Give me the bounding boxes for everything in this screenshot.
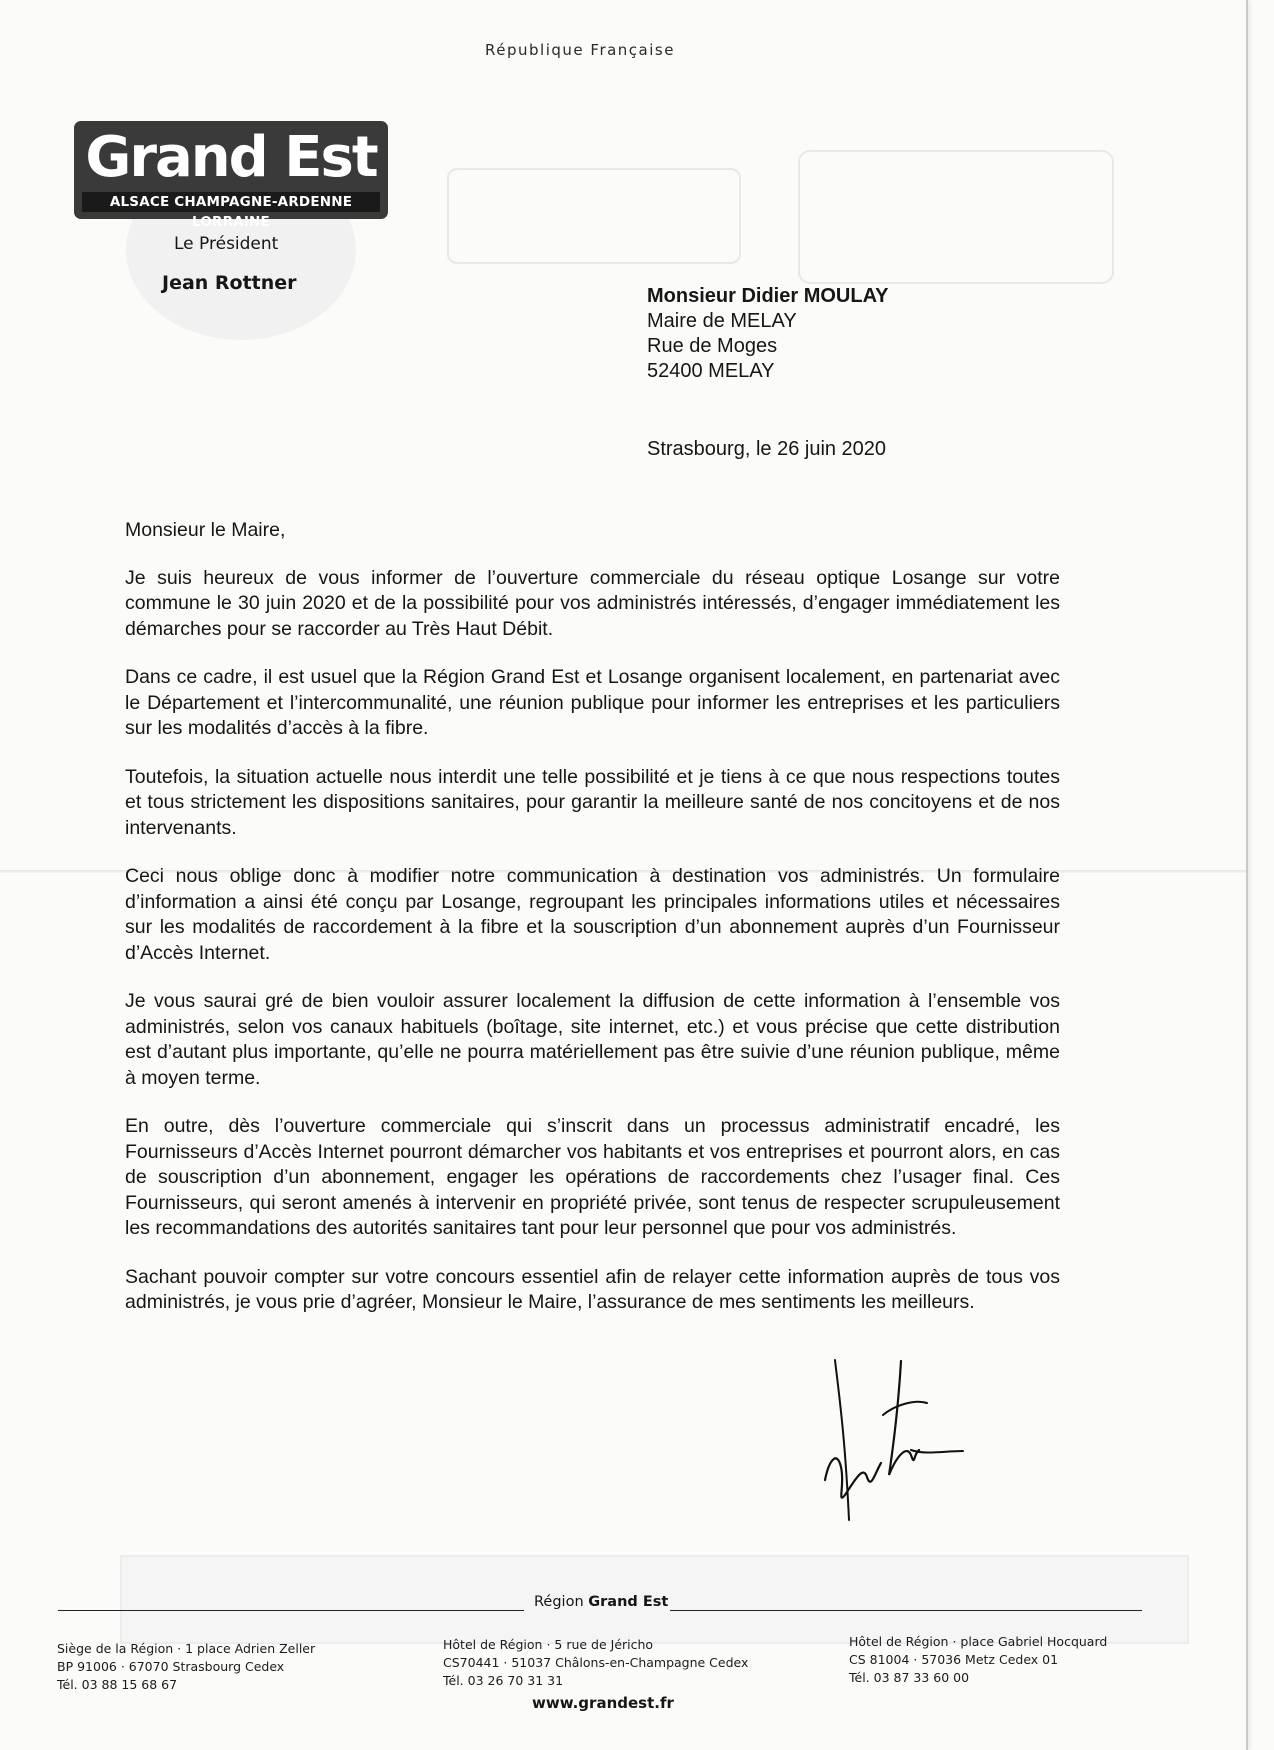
- address-line: Siège de la Région · 1 place Adrien Zeller: [57, 1641, 316, 1656]
- letter-paragraph: Toutefois, la situation actuelle nous interdit une telle possibilité et je tiens à ce que nous respections toutes et tous strictement les dispositions sanitaires, pour garantir la meilleure santé de nos concitoyens et de nos intervenants.: [125, 765, 1060, 839]
- verso-show-through-logo: [798, 150, 1114, 284]
- recipient-address-block: [647, 284, 889, 384]
- salutation: Monsieur le Maire,: [125, 519, 286, 541]
- recipient-city: 52400 MELAY: [647, 360, 775, 382]
- recipient-title: Maire de MELAY: [647, 310, 797, 332]
- republique-francaise-header: République Française: [485, 41, 675, 59]
- footer-rule: [670, 1610, 1142, 1611]
- footer-org-name: Grand Est: [588, 1594, 669, 1610]
- address-phone: Tél. 03 88 15 68 67: [57, 1677, 178, 1692]
- place-and-date: Strasbourg, le 26 juin 2020: [647, 438, 887, 460]
- footer-address-chalons: [443, 1636, 748, 1690]
- address-line: CS 81004 · 57036 Metz Cedex 01: [849, 1652, 1059, 1667]
- letter-paragraph: Dans ce cadre, il est usuel que la Région Grand Est et Losange organisent localement, en partenariat avec le Département et l’intercommunalité, une réunion publique pour informer les entreprises et les particuliers sur les modalités d’accès à la fibre.: [125, 666, 1060, 739]
- handwritten-signature: [815, 1355, 965, 1525]
- recipient-name: Monsieur Didier MOULAY: [647, 285, 889, 307]
- sender-role: Le Président: [174, 234, 279, 254]
- footer-address-metz: [849, 1633, 1107, 1687]
- verso-show-through-logo: [447, 168, 741, 264]
- grand-est-logo: [74, 121, 388, 230]
- address-line: Hôtel de Région · place Gabriel Hocquard: [849, 1634, 1108, 1649]
- logo-wordmark: Grand Est: [85, 125, 377, 190]
- logo-tagline: ALSACE CHAMPAGNE-ARDENNE LORRAINE: [82, 192, 380, 212]
- footer-org-prefix: Région: [534, 1594, 589, 1610]
- address-phone: Tél. 03 26 70 31 31: [443, 1673, 564, 1688]
- address-line: BP 91006 · 67070 Strasbourg Cedex: [57, 1659, 285, 1674]
- address-line: CS70441 · 51037 Châlons-en-Champagne Cedex: [443, 1655, 749, 1670]
- footer-organization: [534, 1594, 668, 1610]
- footer-website: www.grandest.fr: [532, 1694, 674, 1712]
- letter-paragraph: Je vous saurai gré de bien vouloir assurer localement la diffusion de cette information à l’ensemble vos administrés, selon vos canaux habituels (boîtage, site internet, etc.) et vous précise que cette distribution est d’autant plus importante, qu’elle ne pourra matériellement pas être suivie d’une réunion publique, même à moyen terme.: [125, 990, 1060, 1089]
- footer-address-strasbourg: [57, 1640, 315, 1694]
- address-line: Hôtel de Région · 5 rue de Jéricho: [443, 1637, 654, 1652]
- address-phone: Tél. 03 87 33 60 00: [849, 1670, 970, 1685]
- letter-paragraph: Je suis heureux de vous informer de l’ouverture commerciale du réseau optique Losange sur votre commune le 30 juin 2020 et de la possibilité pour vos administrés intéressés, d’engager immédiatement les démarches pour se raccorder au Très Haut Débit.: [125, 566, 1060, 640]
- letter-paragraph: En outre, dès l’ouverture commerciale qui s’inscrit dans un processus administratif encadré, les Fournisseurs d’Accès Internet pourront démarcher vos habitants et vos entreprises et pourront alors, en cas de souscription d’un abonnement, engager les opérations de raccordements chez l’usager final. Ces Fournisseurs, qui seront amenés à intervenir en propriété privée, sont tenus de respecter scrupuleusement les recommandations des autorités sanitaires tant pour leur personnel que pour vos administrés.: [125, 1115, 1060, 1239]
- letter-paragraph: Sachant pouvoir compter sur votre concours essentiel afin de relayer cette information auprès de tous vos administrés, je vous prie d’agréer, Monsieur le Maire, l’assurance de mes sentiments les meilleurs.: [125, 1265, 1060, 1313]
- sender-name: Jean Rottner: [162, 272, 297, 294]
- letter-body: [125, 518, 1060, 1339]
- letter-paragraph: Ceci nous oblige donc à modifier notre communication à destination vos administrés. Un formulaire d’information a ainsi été conçu par Losange, regroupant les principales informations utiles et nécessaires sur les modalités de raccordement à la fibre et la souscription d’un abonnement auprès d’un Fournisseur d’Accès Internet.: [125, 865, 1060, 964]
- footer-rule: [58, 1610, 524, 1611]
- recipient-street: Rue de Moges: [647, 335, 778, 357]
